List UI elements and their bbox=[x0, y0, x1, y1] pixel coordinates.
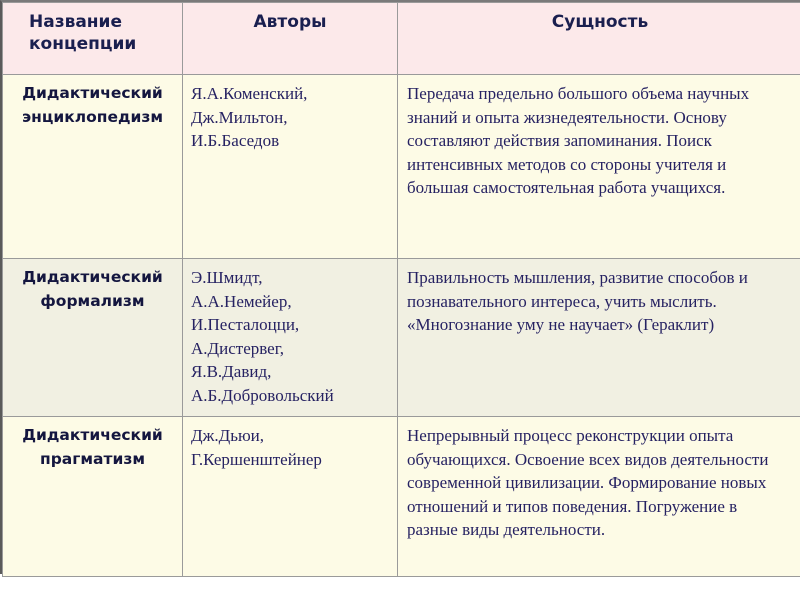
concept-cell: Дидактический прагматизм bbox=[3, 417, 183, 577]
author-name: А.Дистервег, bbox=[191, 338, 285, 358]
concept-cell: Дидактический энциклопедизм bbox=[3, 75, 183, 259]
table-row bbox=[3, 259, 800, 417]
table-body bbox=[3, 75, 800, 577]
table-header bbox=[3, 3, 800, 75]
author-name: И.Песталоцци, bbox=[191, 315, 300, 334]
table-row bbox=[3, 417, 800, 577]
author-name: А.А.Немейер, bbox=[191, 291, 292, 311]
didactic-concepts-table bbox=[2, 2, 800, 577]
header-authors: Авторы bbox=[183, 3, 398, 75]
authors-cell bbox=[183, 259, 398, 417]
concept-cell: Дидактический формализм bbox=[3, 259, 183, 417]
author-name: Э.Шмидт, bbox=[191, 268, 263, 287]
essence-cell: Правильность мышления, развитие способов и познавательного интереса, учить мыслить. «Многознание уму не научает» (Гераклит) bbox=[398, 259, 800, 417]
header-concept: Название концепции bbox=[3, 3, 183, 75]
header-row bbox=[3, 3, 800, 75]
author-name: А.Б.Добровольский bbox=[191, 385, 334, 405]
authors-cell bbox=[183, 75, 398, 259]
author-name: Дж.Дьюи, bbox=[191, 426, 264, 445]
table-row bbox=[3, 75, 800, 259]
author-name: И.Б.Баседов bbox=[191, 131, 280, 150]
essence-cell: Передача предельно большого объема научных знаний и опыта жизнедеятельности. Основу составляют действия запоминания. Поиск интенсивных методов со стороны учителя и большая самостоятельная работа учащихся. bbox=[398, 75, 800, 259]
author-name: Дж.Мильтон, bbox=[191, 107, 288, 127]
header-essence: Сущность bbox=[398, 3, 800, 75]
authors-cell bbox=[183, 417, 398, 577]
author-name: Я.В.Давид, bbox=[191, 362, 272, 381]
essence-cell: Непрерывный процесс реконструкции опыта обучающихся. Освоение всех видов деятельности современной цивилизации. Формирование новых отношений и типов поведения. Погружение в разные виды деятельности. bbox=[398, 417, 800, 577]
author-name: Г.Кершенштейнер bbox=[191, 449, 322, 469]
author-name: Я.А.Коменский, bbox=[191, 84, 308, 103]
